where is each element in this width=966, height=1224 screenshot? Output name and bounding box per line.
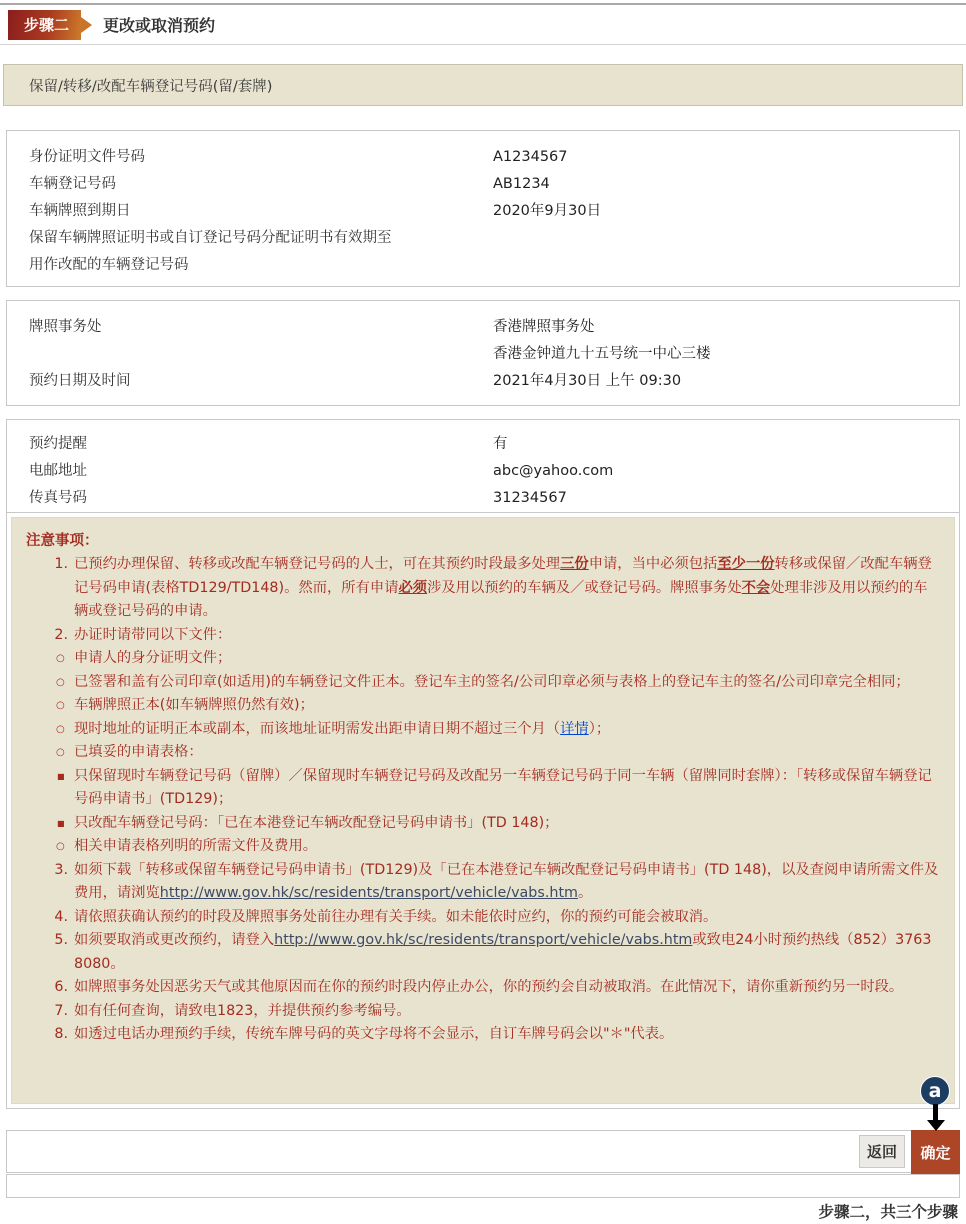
note-text: 处理非涉及用以预约的车辆或登记号码的申请。: [74, 579, 928, 619]
note-text: 如透过电话办理预约手续，传统车牌号码的英文字母将不会显示，自订车牌号码会以"＊"代表。: [74, 1026, 674, 1042]
field-value: [493, 225, 959, 252]
note-marker: ○: [56, 841, 65, 852]
identity-info-box: [6, 130, 960, 287]
note-text: 如有任何查询，请致电1823，并提供预约参考编号。: [74, 1002, 411, 1019]
field-row: [7, 252, 959, 279]
field-label: 保留车辆牌照证明书或自订登记号码分配证明书有效期至: [29, 230, 392, 246]
field-value: 香港牌照事务处 香港金钟道九十五号统一中心三楼: [493, 319, 711, 362]
note-text: 只改配车辆登记号码：「已在本港登记车辆改配登记号码申请书」(TD 148)；: [74, 814, 559, 831]
field-label: 传真号码: [29, 490, 87, 506]
field-label: 用作改配的车辆登记号码: [29, 257, 189, 273]
note-marker: ○: [56, 700, 65, 711]
note-emphasis: 至少一份: [717, 556, 775, 572]
note-marker: 8.: [54, 1026, 68, 1042]
note-content: [74, 697, 314, 713]
note-marker: ■: [57, 771, 65, 781]
confirm-button[interactable]: 确定: [911, 1130, 960, 1175]
note-content: [74, 650, 231, 666]
note-item: [26, 1000, 940, 1024]
notes-heading: 注意事项：: [26, 533, 99, 549]
button-row: [6, 1130, 960, 1173]
note-marker: 1.: [54, 556, 68, 572]
note-item: [26, 647, 940, 671]
field-label: 车辆登记号码: [29, 176, 116, 192]
note-emphasis: 必须: [398, 579, 428, 596]
step-progress-text: 步骤二，共三个步骤: [818, 1203, 958, 1221]
note-marker: 6.: [54, 979, 68, 995]
field-row: [7, 144, 959, 171]
note-marker: 2.: [54, 626, 68, 643]
field-row: [7, 171, 959, 198]
back-button[interactable]: 返回: [859, 1135, 905, 1168]
note-text: 办证时请带同以下文件：: [74, 626, 232, 643]
note-content: [74, 1026, 673, 1042]
reminder-contact-box: [6, 419, 960, 516]
field-label: 预约日期及时间: [29, 373, 131, 389]
note-content: [74, 744, 203, 760]
note-content: [74, 838, 317, 854]
note-text: 申请人的身分证明文件；: [74, 650, 232, 666]
note-emphasis: 不会: [741, 579, 771, 596]
annotation-balloon-a: a: [920, 1076, 950, 1106]
notes-list: [26, 553, 940, 1047]
field-value: AB1234: [493, 176, 550, 192]
note-text: 已预约办理保留、转移或改配车辆登记号码的人士，可在其预约时段最多处理: [74, 556, 561, 572]
note-item: [26, 835, 940, 859]
note-text: 已填妥的申请表格：: [74, 744, 203, 760]
note-content: [74, 932, 932, 972]
note-text: 如须下载「转移或保留车辆登记号码申请书」(TD129)及「已在本港登记车辆改配登记号码申请书」(TD 148)，以及查阅申请所需文件及费用，请浏览: [74, 861, 939, 901]
notes-panel: [11, 517, 955, 1104]
field-label: 电邮地址: [29, 463, 87, 479]
note-text: 如牌照事务处因恶劣天气或其他原因而在你的预约时段内停止办公，你的预约会自动被取消。在此情况下，请你重新预约另一时段。: [74, 979, 904, 995]
note-text: ）；: [588, 720, 611, 737]
note-item: [26, 765, 940, 812]
note-text: 。: [577, 885, 593, 901]
note-content: [74, 979, 903, 995]
field-value: abc@yahoo.com: [493, 463, 614, 479]
field-value: 2020年9月30日: [493, 203, 602, 219]
note-text: 或致电24小时预约热线（852）3763 8080。: [74, 932, 932, 972]
field-label: 预约提醒: [29, 436, 87, 452]
vabs-url-link[interactable]: http://www.gov.hk/sc/residents/transport/vehicle/vabs.htm: [159, 885, 578, 901]
note-content: [74, 674, 910, 690]
note-item: [26, 976, 940, 1000]
note-content: [74, 721, 610, 737]
empty-strip: [6, 1174, 960, 1198]
note-marker: ○: [56, 653, 65, 664]
note-item: [26, 718, 940, 742]
note-item: [26, 624, 940, 648]
note-item: [26, 906, 940, 930]
step-header: [0, 3, 966, 45]
field-row: [7, 485, 959, 512]
field-value: 2021年4月30日 上午 09:30: [493, 373, 682, 389]
field-label: 牌照事务处: [29, 319, 102, 335]
note-marker: 7.: [54, 1002, 68, 1019]
field-row: [7, 314, 959, 368]
note-content: [74, 768, 932, 808]
note-marker: 5.: [54, 932, 68, 948]
annotation-arrow-head: [927, 1120, 945, 1131]
vabs-url-link[interactable]: http://www.gov.hk/sc/residents/transport/vehicle/vabs.htm: [274, 932, 693, 948]
note-item: [26, 553, 940, 624]
field-row: [7, 198, 959, 225]
note-marker: ○: [56, 676, 65, 688]
field-label: 车辆牌照到期日: [29, 203, 131, 219]
note-item: [26, 1023, 940, 1047]
note-text: 相关申请表格列明的所需文件及费用。: [74, 838, 318, 854]
note-emphasis: 三份: [560, 556, 589, 572]
section-title-bar: [3, 64, 963, 106]
field-row: [7, 368, 959, 395]
note-item: [26, 812, 940, 836]
field-value: [493, 252, 959, 279]
field-row: [7, 458, 959, 485]
page-title: 更改或取消预约: [103, 16, 216, 35]
note-item: [26, 671, 940, 695]
note-content: [74, 909, 717, 925]
note-text: 申请，当中必须包括: [588, 556, 718, 572]
note-item: [26, 859, 940, 906]
details-link[interactable]: 详情: [560, 720, 589, 737]
note-marker: ■: [57, 818, 65, 828]
note-item: [26, 929, 940, 976]
note-item: [26, 741, 940, 765]
note-marker: 3.: [54, 861, 68, 878]
note-content: [74, 815, 558, 831]
note-marker: 4.: [54, 908, 68, 925]
note-text: 现时地址的证明正本或副本，而该地址证明需发出距申请日期不超过三个月（: [74, 720, 561, 737]
note-content: [74, 556, 932, 619]
field-value: 31234567: [493, 490, 567, 506]
note-text: 只保留现时车辆登记号码（留牌）／保留现时车辆登记号码及改配另一车辆登记号码于同一车辆（留牌同时套牌）：「转移或保留车辆登记号码申请书」(TD129)；: [74, 767, 932, 807]
note-text: 转移或保留／改配车辆登记号码申请(表格TD129/TD148)。然而，所有申请: [74, 556, 932, 596]
field-label: 身份证明文件号码: [29, 149, 145, 165]
note-content: [74, 627, 231, 643]
field-row: [7, 225, 959, 252]
field-value: A1234567: [493, 149, 568, 165]
licensing-office-box: [6, 300, 960, 406]
note-marker: ○: [56, 747, 65, 758]
step-badge: 步骤二: [8, 10, 81, 40]
field-row: [7, 431, 959, 458]
field-value: 有: [493, 436, 508, 452]
annotation-arrow-stem: [933, 1104, 938, 1121]
notes-outer-box: [6, 512, 960, 1109]
note-text: 涉及用以预约的车辆及／或登记号码。牌照事务处: [427, 579, 742, 596]
note-text: 请依照获确认预约的时段及牌照事务处前往办理有关手续。如未能依时应约，你的预约可能会被取消。: [74, 908, 718, 925]
note-text: 已签署和盖有公司印章(如适用)的车辆登记文件正本。登记车主的签名/公司印章必须与表格上的登记车主的签名/公司印章完全相同；: [74, 673, 910, 690]
note-content: [74, 862, 938, 902]
note-marker: ○: [56, 723, 65, 735]
note-content: [74, 1003, 411, 1019]
section-title: 保留/转移/改配车辆登记号码(留/套牌): [29, 78, 273, 95]
note-text: 车辆牌照正本(如车辆牌照仍然有效)；: [74, 697, 314, 713]
note-item: [26, 694, 940, 718]
note-text: 如须要取消或更改预约，请登入: [74, 932, 275, 948]
